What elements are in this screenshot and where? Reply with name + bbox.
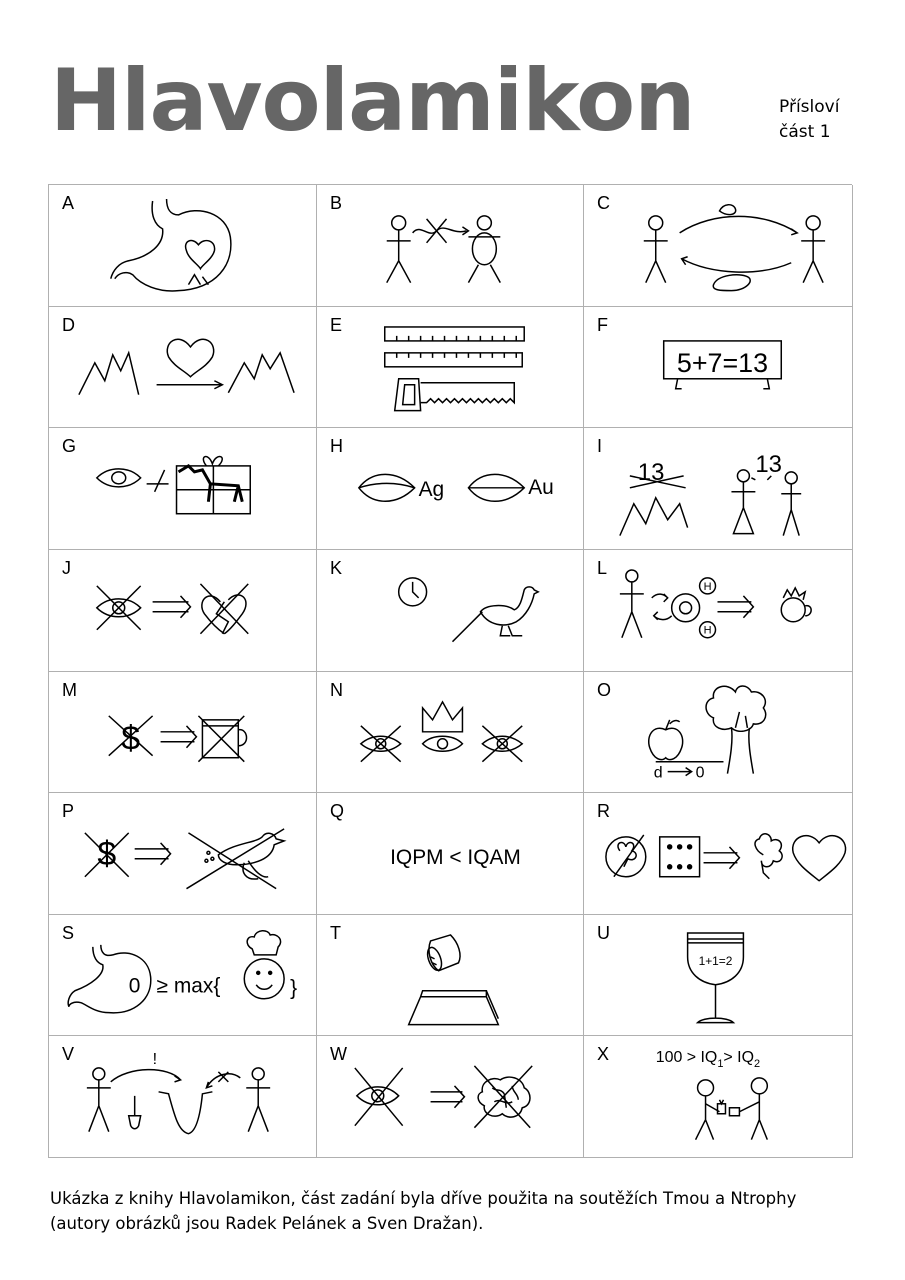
iq-inequality-text: IQPM < IQAM <box>390 845 521 869</box>
puzzle-cell-u <box>584 915 853 1037</box>
no-money-no-bird-icon <box>49 793 316 914</box>
cell-letter: H <box>330 436 343 457</box>
element-ag: Ag <box>418 478 445 502</box>
stomach-heart-icon <box>49 185 316 306</box>
iq-sub-2: 2 <box>753 1058 761 1071</box>
clover-dice-heart-icon <box>584 793 852 914</box>
puzzle-cell-r <box>584 793 853 915</box>
puzzle-cell-o <box>584 672 853 794</box>
cell-letter: B <box>330 193 343 213</box>
cell-letter: V <box>62 1044 75 1065</box>
puzzle-grid <box>48 184 852 1158</box>
wine-glass-icon <box>584 915 852 1036</box>
subtitle-line-2: část 1 <box>779 122 831 142</box>
glass-equation: 1+1=2 <box>698 953 733 968</box>
cell-letter: E <box>330 314 343 335</box>
cell-letter: M <box>62 679 77 700</box>
cell-letter: L <box>597 557 608 578</box>
puzzle-cell-c <box>584 185 853 307</box>
element-au: Au <box>528 476 554 500</box>
eye-gift-horse-icon <box>49 428 316 549</box>
puzzle-cell-p <box>49 793 317 915</box>
puzzle-cell-x <box>584 1036 853 1158</box>
puzzle-cell-i <box>584 428 853 550</box>
dollar-sign: $ <box>121 719 141 758</box>
cell-letter: O <box>597 679 612 700</box>
iq-part-b: > IQ <box>723 1049 754 1067</box>
puzzle-cell-m <box>49 672 317 794</box>
iq-gift-exchange-icon <box>584 1036 852 1157</box>
puzzle-cell-v <box>49 1036 317 1158</box>
svg-text:100 > IQ1> IQ2 <box>656 1049 760 1070</box>
two-people-icon <box>317 185 583 306</box>
puzzle-cell-s <box>49 915 317 1037</box>
puzzle-cell-a <box>49 185 317 307</box>
cell-letter: I <box>597 436 603 457</box>
puzzle-cell-l <box>584 550 853 672</box>
distance-d: d <box>653 764 663 782</box>
cell-letter: P <box>62 801 75 822</box>
atom-h-bottom: H <box>703 624 712 637</box>
cell-letter: X <box>597 1044 610 1065</box>
number-13-left: 13 <box>637 459 665 487</box>
puzzle-cell-q <box>317 793 584 915</box>
cell-letter: K <box>330 557 343 578</box>
rulers-saw-icon <box>317 307 583 428</box>
cell-letter: A <box>62 193 75 213</box>
puzzle-cell-j <box>49 550 317 672</box>
footer-line-1: Ukázka z knihy Hlavolamikon, část zadání byla dříve použita na soutěžích Tmou a Ntrophy <box>50 1189 797 1208</box>
cell-letter: N <box>330 679 343 700</box>
eye-broken-heart-icon <box>49 550 316 671</box>
equation-text: 5+7=13 <box>676 347 769 378</box>
max-expression: ≥ max{ <box>156 974 221 998</box>
subtitle-line-1: Přísloví <box>779 97 840 117</box>
cell-letter: W <box>330 1044 347 1065</box>
stomach-chef-icon <box>49 915 316 1036</box>
blackboard-icon <box>584 307 852 428</box>
salt-gold-bar-icon <box>317 915 583 1036</box>
exclamation-mark: ! <box>152 1051 158 1069</box>
page-subtitle <box>779 95 839 145</box>
distance-zero: 0 <box>695 764 705 782</box>
puzzle-cell-f <box>584 307 853 429</box>
cell-letter: D <box>62 314 75 335</box>
water-molecule-icon <box>584 550 852 671</box>
zero-value: 0 <box>128 974 141 998</box>
puzzle-cell-n <box>317 672 584 794</box>
iq-part-a: 100 > IQ <box>655 1049 718 1067</box>
puzzle-cell-t <box>317 915 584 1037</box>
exchange-icon <box>584 185 852 306</box>
dig-pit-icon <box>49 1036 316 1157</box>
clock-bird-icon <box>317 550 583 671</box>
cell-letter: S <box>62 922 75 943</box>
dollar-sign: $ <box>97 834 117 873</box>
cell-letter: G <box>62 436 77 457</box>
puzzle-cell-e <box>317 307 584 429</box>
atom-h-top: H <box>703 580 712 593</box>
cell-letter: C <box>597 193 610 213</box>
cell-letter: T <box>330 922 341 943</box>
page-title: Hlavolamikon <box>50 51 695 151</box>
puzzle-cell-k <box>317 550 584 672</box>
lips-elements-icon <box>317 428 583 549</box>
puzzle-cell-d <box>49 307 317 429</box>
puzzle-cell-h <box>317 428 584 550</box>
cell-letter: F <box>597 314 608 335</box>
eyes-crown-icon <box>317 672 583 793</box>
cell-letter: Q <box>330 801 345 822</box>
cell-letter: R <box>597 801 610 822</box>
footer-line-2: (autory obrázků jsou Radek Pelánek a Sven Dražan). <box>50 1214 484 1233</box>
cell-letter: U <box>597 922 610 943</box>
iq-sub-1: 1 <box>717 1058 724 1071</box>
number-13-right: 13 <box>755 451 782 479</box>
no-money-no-cup-icon <box>49 672 316 793</box>
apple-tree-icon <box>584 672 852 793</box>
thirteen-mountains-people-icon <box>584 428 852 549</box>
eye-brain-icon <box>317 1036 583 1157</box>
iq-comparison <box>317 793 583 914</box>
close-brace: } <box>290 976 298 1000</box>
puzzle-cell-w <box>317 1036 584 1158</box>
cell-letter: J <box>62 557 71 578</box>
page-footer <box>50 1186 850 1236</box>
puzzle-cell-b <box>317 185 584 307</box>
mountains-heart-icon <box>49 307 316 428</box>
puzzle-cell-g <box>49 428 317 550</box>
